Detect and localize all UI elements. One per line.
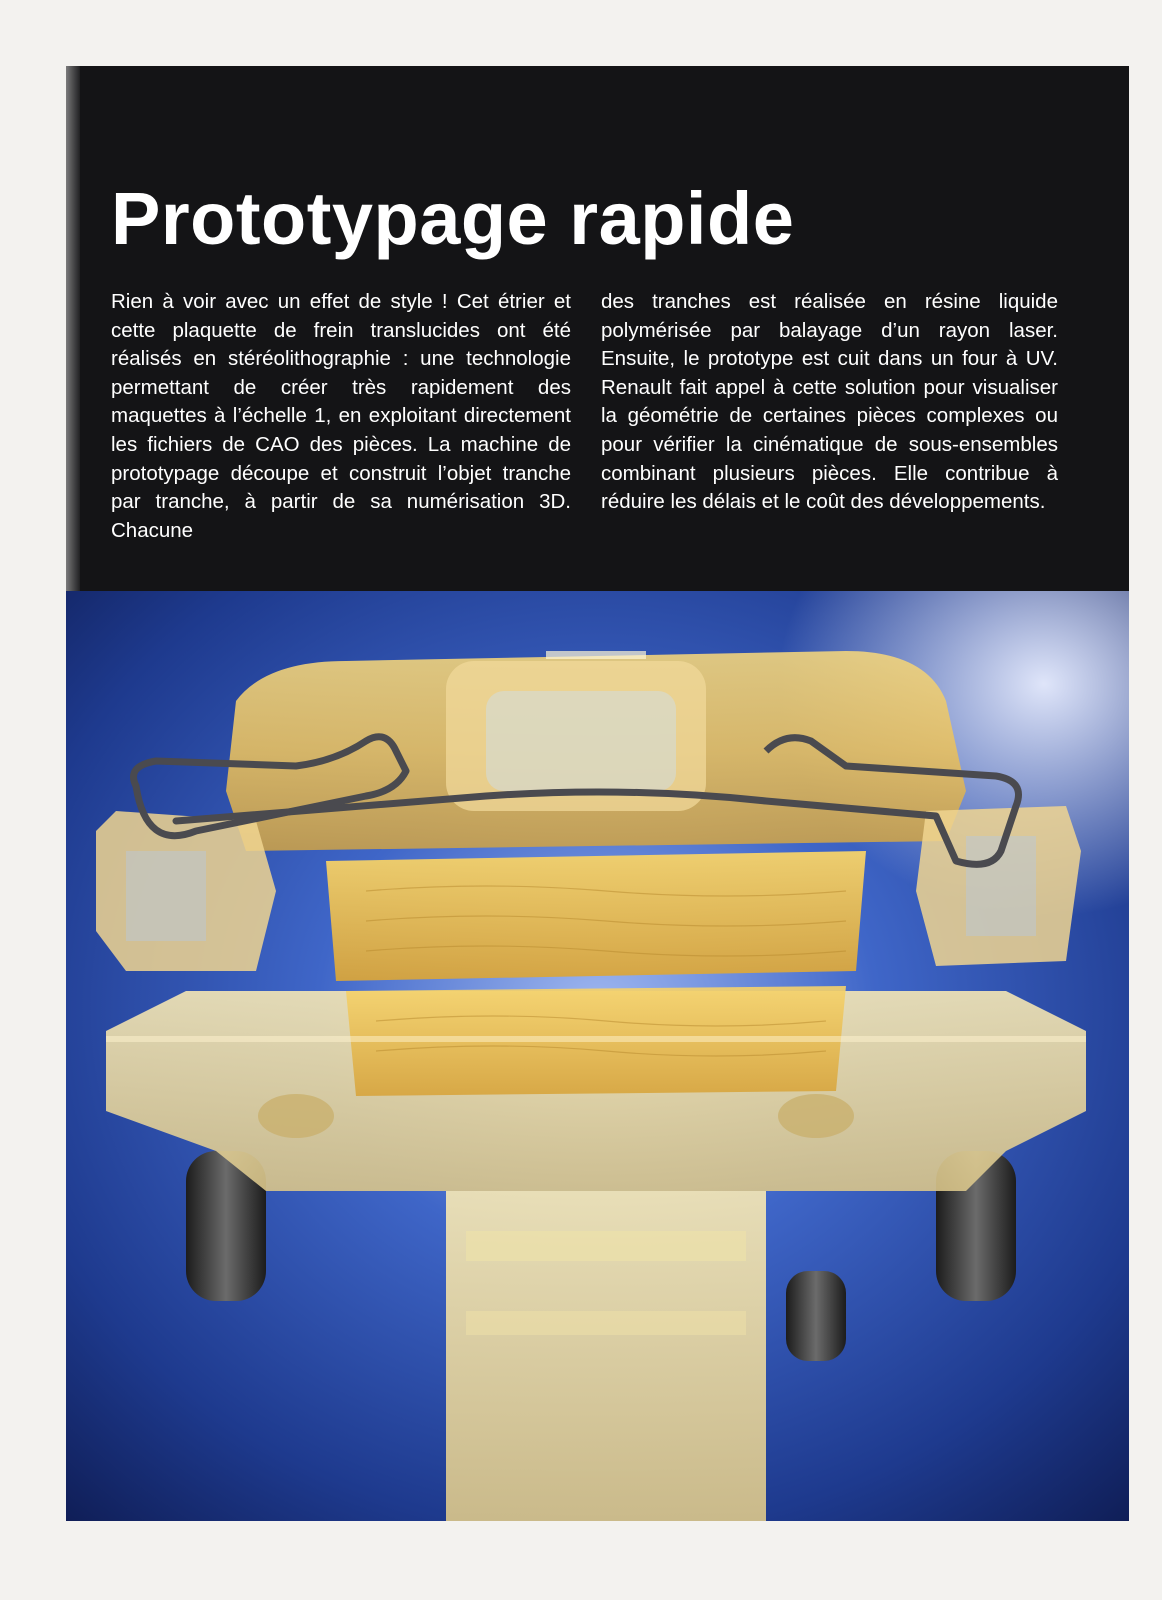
magazine-page xyxy=(66,66,1129,1521)
brake-caliper-photo xyxy=(66,591,1129,1521)
article-column-left: Rien à voir avec un effet de style ! Cet étrier et cette plaquette de frein translucides ont été réalisés en stéréolithographie : une technologie permettant de créer très rapidement des maquettes à l’échelle 1, en exploitant directement les fichiers de CAO des pièces. La machine de prototypage découpe et construit l’objet tranche par tranche, à partir de sa numérisation 3D. Chacune xyxy=(111,290,571,542)
article-column-right: des tranches est réalisée en résine liquide polymérisée par balayage d’un rayon laser. Ensuite, le prototype est cuit dans un four à UV. Renault fait appel à cette solution pour visualiser la géométrie de certaines pièces complexes ou pour vérifier la cinématique de sous-ensembles combinant plusieurs pièces. Elle contribue à réduire les délais et le coût des développements. xyxy=(601,290,1058,514)
article-title: Prototypage rapide xyxy=(111,177,795,260)
